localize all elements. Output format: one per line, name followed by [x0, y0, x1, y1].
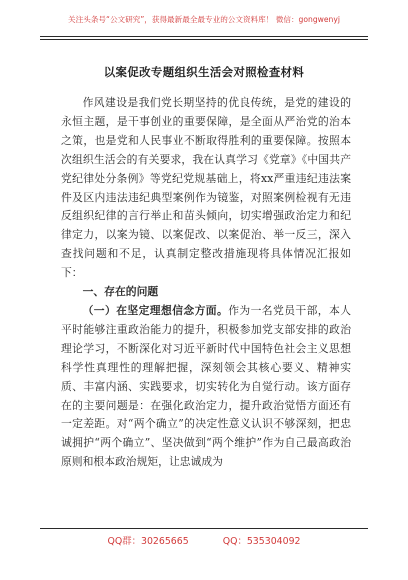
footer-contact — [0, 533, 408, 547]
header-rule-bottom — [40, 39, 368, 40]
header-notice: 关注头条号“公文研究”，获得最新最全最专业的公文资料库！ 微信：gongwenyj — [68, 15, 340, 24]
document-body — [61, 94, 351, 472]
footer-qq: QQ：535304092 — [222, 536, 301, 547]
document-title: 以案促改专题组织生活会对照检查材料 — [103, 65, 305, 79]
header-rule-top — [40, 36, 368, 37]
footer-qq-group: QQ群：30265665 — [107, 536, 189, 547]
footer-rule — [40, 528, 368, 529]
intro-paragraph: 作风建设是我们党长期坚持的优良传统，是党的建设的永恒主题，是干事创业的重要保障，是全面从严治党的治本之策，也是党和人民事业不断取得胜利的重要保障。按照本次组织生活会的有关要求，我在认真学习《党章》《中国共产党纪律处分条例》等党纪党规基础上，将xx严重违纪违法案件及区内违法违纪典型案例作为镜鉴，对照案例检视有无违反组织纪律的言行举止和苗头倾向，切实增强政治定力和纪律定力，以案为镜、以案促改、以案促治、举一反三，深入查找问题和不足，认真制定整改措施现将具体情况汇报如下： — [61, 96, 351, 280]
section-heading-problems: 一、存在的问题 — [82, 285, 159, 299]
subsection-paragraph-ideals — [61, 302, 351, 472]
subsection-text-ideals: 作为一名党员干部，本人平时能够注重政治能力的提升，积极参加党支部安排的政治理论学习，不断深化对习近平新时代中国特色社会主义思想科学性真理性的理解把握，深刻领会其核心要义、精神实质、丰富内涵、实践要求，切实转化为自觉行动。该方面存在的主要问题是：在强化政治定力，提升政治觉悟方面还有一定差距。对“两个确立”的决定性意义认识不够深刻，把忠诚拥护“两个确立”、坚决做到“两个维护”作为自己最高政治原则和根本政治规矩，让忠诚成为 — [61, 303, 352, 469]
subsection-heading-ideals: （一）在坚定理想信念方面。 — [82, 303, 229, 317]
